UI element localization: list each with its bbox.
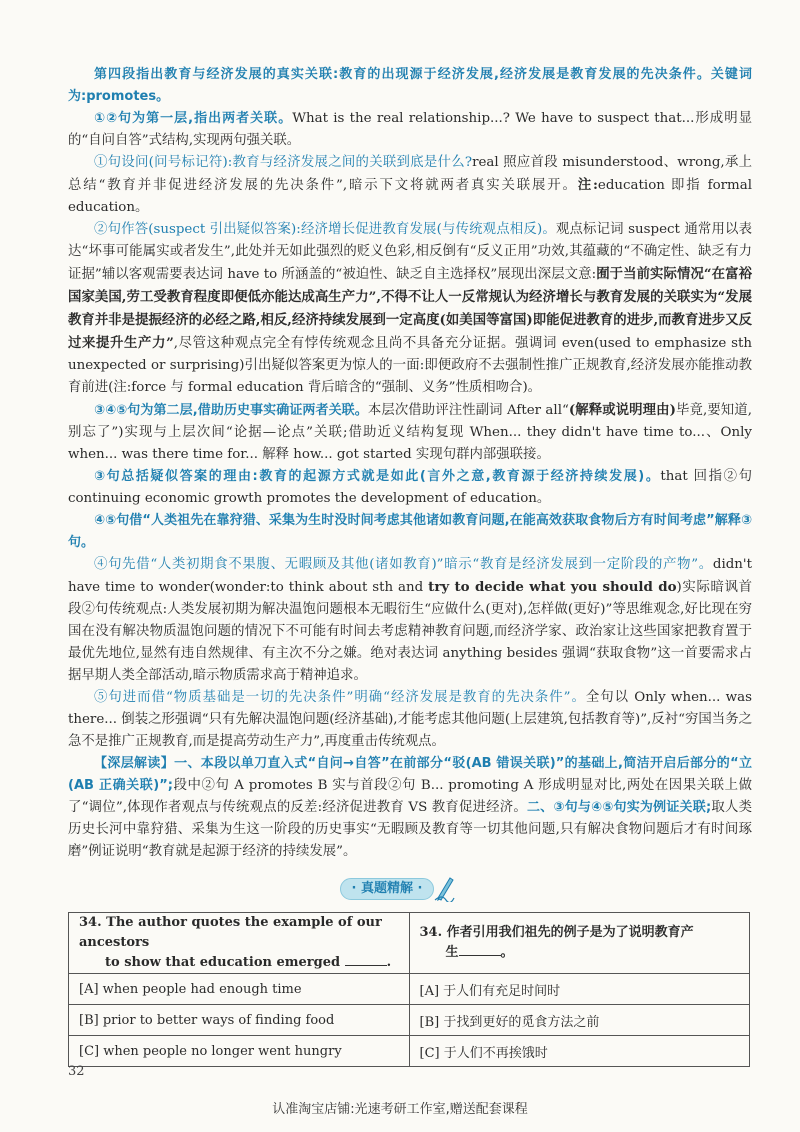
deep-reading: 【深层解读】一、本段以单刀直入式“自问→自答”在前部分“驳(AB 错误关联)”的基础上,简洁开启后部分的“立(AB 正确关联)”;段中②句 A promotes B 实与首段②句 B... promoting A 形成明显对比,两处在因果关联上做了“调位”,体现作者观点与传统观点的反差:经济促进教育 VS 教育促进经济。二、③句与④⑤句实为例证关联;取人类历史长河中靠狩猎、采集为生这一阶段的历史事实“无暇顾及教育等一切其他问题,只有解决食物问题后才有时间琢磨”例证说明“教育就是起源于经济的持续发展”。: [68, 756, 752, 859]
paragraph: ③句总括疑似答案的理由:教育的起源方式就是如此(言外之意,教育源于经济持续发展)。that 回指②句 continuing economic growth promotes the development of education。: [68, 469, 752, 506]
paragraph: ④句先借“人类初期食不果腹、无暇顾及其他(诸如教育)”暗示“教育是经济发展到一定阶段的产物”。didn't have time to wonder(wonder:to think about sth and try to decide what you should do)实际暗讽首段②句传统观点:人类发展初期为解决温饱问题根本无暇衍生“应做什么(更对),怎样做(更好)”等思维观念,好比现在穷国在没有解决物质温饱问题的情况下不可能有时间去考虑精神教育问题,而经济学家、政治家让这些国家把教育置于最优先地位,显然有违自然规律、有主次不分之嫌。绝对表达词 anything besides 强调“获取食物”这一首要需求占据早期人类全部活动,暗示物质需求高于精神追求。: [68, 557, 753, 683]
page-number: 32: [68, 1064, 85, 1079]
answer-blank: [345, 953, 387, 966]
paragraph: ①句设问(问号标记符):教育与经济发展之间的关联到底是什么?real 照应首段 misunderstood、wrong,承上总结“教育并非促进经济发展的先决条件”,暗示下文将就两者真实关联展开。注:education 即指 formal education。: [68, 155, 752, 215]
section-title: · 真题精解 ·: [340, 878, 434, 900]
answer-blank: [459, 943, 501, 956]
footer-text: 认准淘宝店铺:光速考研工作室,赠送配套课程: [272, 1102, 528, 1117]
para-heading: ④⑤句借“人类祖先在靠狩猎、采集为生时没时间考虑其他诸如教育问题,在能高效获取食物后方有时间考虑”解释③句。: [68, 513, 752, 550]
option-zh: [C] 于人们不再挨饿时: [409, 1036, 750, 1067]
paragraph: ②句作答(suspect 引出疑似答案):经济增长促进教育发展(与传统观点相反)。观点标记词 suspect 通常用以表达“坏事可能属实或者发生”,此处并无如此强烈的贬义色彩,相反倒有“反义正用”功效,其蕴藏的“不确定性、缺乏有力证据”辅以客观需要表达词 have to 所涵盖的“被迫性、缺乏自主选择权”展现出深层文意:囿于当前实际情况“在富裕国家美国,劳工受教育程度即便低亦能达成高生产力”,不得不让人一反常规认为经济增长与教育发展的关联实为“发展教育并非是提振经济的必经之路,相反,经济持续发展到一定高度(如美国等富国)即能促进教育的进步,而教育进步又反过来提升生产力”,尽管这种观点完全有悖传统观念且尚不具备充分证据。强调词 even(used to emphasize sth unexpected or surprising)引出疑似答案更为惊人的一面:即便政府不去强制性推广正规教育,经济发展亦能推动教育前进(注:force 与 formal education 背后暗含的“强制、义务”性质相吻合)。: [68, 222, 753, 395]
question-table: [68, 912, 750, 1067]
option-en: [C] when people no longer went hungry: [69, 1036, 410, 1067]
option-row: [69, 1036, 750, 1067]
option-row: [69, 1005, 750, 1036]
question-stem-row: [69, 913, 750, 974]
para-heading: 第四段指出教育与经济发展的真实关联:教育的出现源于经济发展,经济发展是教育发展的先决条件。关键词为:promotes。: [68, 67, 752, 104]
option-zh: [B] 于找到更好的觅食方法之前: [409, 1005, 750, 1036]
section-title-badge: [340, 874, 456, 902]
question-stem-zh: 34. 作者引用我们祖先的例子是为了说明教育产 生 。: [409, 913, 750, 974]
pen-icon: [432, 874, 456, 902]
option-zh: [A] 于人们有充足时间时: [409, 974, 750, 1005]
paragraph: ⑤句进而借“物质基础是一切的先决条件”明确“经济发展是教育的先决条件”。全句以 Only when... was there... 倒装之形强调“只有先解决温饱问题(经济基础),才能考虑其他问题(上层建筑,包括教育等)”,反衬“穷国当务之急不是推广正规教育,而是提高劳动生产力”,再度重击传统观点。: [68, 690, 752, 749]
paragraph: ③④⑤句为第二层,借助历史事实确证两者关联。本层次借助评注性副词 After all“(解释或说明理由)毕竟,要知道,别忘了”)实现与上层次间“论据—论点”关联;借助近义结构复现 When... they didn't have time to...、Only when... was there time for... 解释 how... got started 实现句群内部强联接。: [68, 402, 753, 462]
paragraph: ①②句为第一层,指出两者关联。What is the real relationship...? We have to suspect that...形成明显的“自问自答”式结构,实现两句强关联。: [68, 111, 753, 148]
option-en: [B] prior to better ways of finding food: [69, 1005, 410, 1036]
option-en: [A] when people had enough time: [69, 974, 410, 1005]
option-row: [69, 974, 750, 1005]
analysis-body: [68, 64, 752, 863]
question-stem-en: 34. The author quotes the example of our ancestors to show that education emerged .: [69, 913, 410, 974]
